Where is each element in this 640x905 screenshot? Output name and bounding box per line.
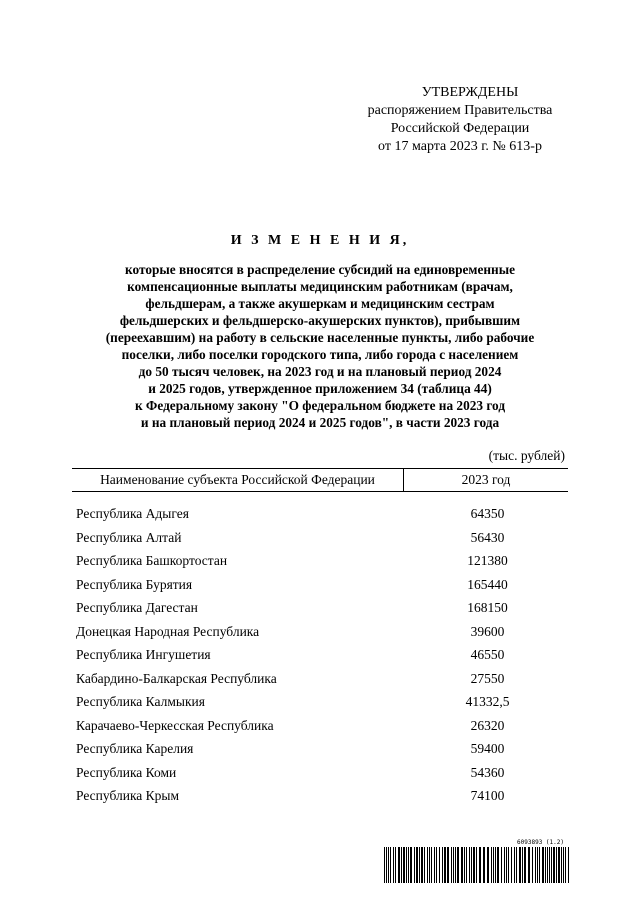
region-name: Республика Бурятия [76,576,193,592]
barcode-label: 6093893 (1.2) [517,839,564,846]
amount-2023: 121380 [467,553,508,568]
amount-2023: 41332,5 [465,694,510,709]
approval-title: УТВЕРЖДЕНЫ [421,85,519,100]
amount-2023: 74100 [470,788,505,803]
amount-2023: 46550 [470,647,505,662]
region-name: Республика Алтай [76,529,182,545]
table-row [72,643,568,667]
document-heading: И З М Е Н Е Н И Я, [230,233,410,248]
table-row [72,573,568,597]
region-name: Республика Карелия [76,741,194,756]
table-row [72,596,568,620]
amount-2023: 56430 [470,529,505,545]
region-name: Республика Крым [76,788,180,803]
approval-line-1: распоряжением Правительства [367,103,553,118]
table-row [72,620,568,644]
region-name: Республика Адыгея [76,506,189,521]
amount-2023: 165440 [467,576,508,592]
approval-line-3: от 17 марта 2023 г. № 613-р [378,139,542,154]
amount-2023: 54360 [470,764,505,780]
column-header-region: Наименование субъекта Российской Федерации [72,469,404,491]
subtitle-line: до 50 тысяч человек, на 2023 год и на плановый период 2024 [138,364,502,379]
region-name: Карачаево-Черкесская Республика [76,717,274,733]
subtitle-line: которые вносятся в распределение субсидий на единовременные [125,262,515,277]
subtitle-line: поселки, либо поселки городского типа, либо города с населением [121,347,519,362]
region-name: Республика Башкортостан [76,553,228,568]
region-name: Донецкая Народная Республика [76,623,260,639]
subtitle-line: к Федеральному закону "О федеральном бюджете на 2023 год [134,398,506,413]
region-name: Республика Коми [76,764,177,780]
barcode-icon [384,847,570,883]
amount-2023: 168150 [467,600,508,615]
column-header-year: 2023 год [461,472,511,487]
approval-block [330,84,590,156]
table-row [72,502,568,526]
subtitle-line: и на плановый период 2024 и 2025 годов", в части 2023 года [140,415,500,430]
table-row [72,690,568,714]
subsidy-table [72,468,568,808]
amount-2023: 64350 [470,506,505,521]
table-row [72,737,568,761]
document-barcode [384,839,570,889]
amount-2023: 39600 [470,623,505,639]
amount-2023: 26320 [470,717,505,733]
table-row [72,526,568,550]
subtitle-line: (переехавшим) на работу в сельские населенные пункты, либо рабочие [105,330,535,345]
subtitle-line: фельдшерам, а также акушеркам и медицинским сестрам [145,296,495,311]
table-body [72,502,568,808]
approval-line-2: Российской Федерации [390,121,530,136]
units-label: (тыс. рублей) [488,448,565,463]
subtitle-line: фельдшерских и фельдшерско-акушерских пунктов), прибывшим [119,313,521,328]
table-row [72,714,568,738]
region-name: Республика Калмыкия [76,694,205,709]
table-header [72,468,568,492]
subtitle-line: компенсационные выплаты медицинским работникам (врачам, [127,279,513,294]
region-name: Республика Дагестан [76,600,198,615]
amount-2023: 59400 [470,741,505,756]
document-subtitle [50,261,590,431]
subtitle-line: и 2025 годов, утвержденное приложением 34 (таблица 44) [148,381,492,396]
table-row [72,549,568,573]
table-row [72,784,568,808]
table-row [72,667,568,691]
amount-2023: 27550 [470,670,505,686]
region-name: Республика Ингушетия [76,647,211,662]
table-row [72,761,568,785]
region-name: Кабардино-Балкарская Республика [76,670,277,686]
